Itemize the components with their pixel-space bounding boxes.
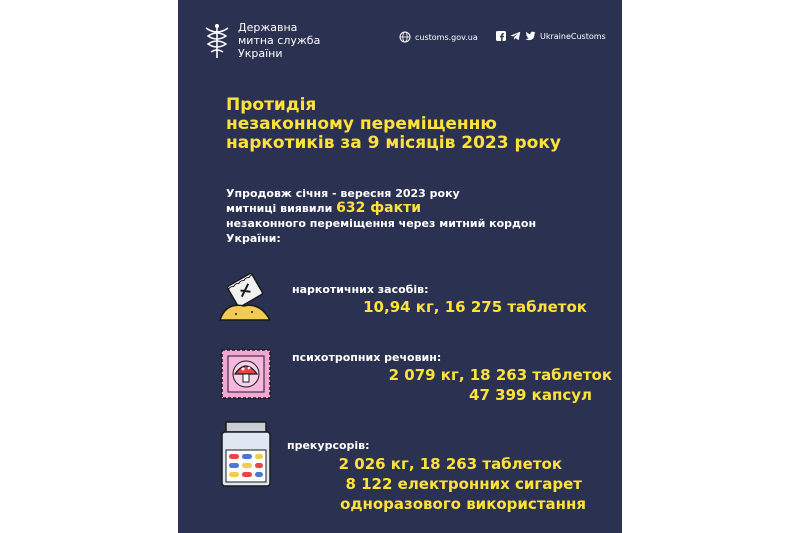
- org-name-line2: митна служба: [238, 34, 321, 47]
- telegram-icon[interactable]: [510, 31, 521, 41]
- customs-emblem-icon: [202, 22, 232, 60]
- pill-jar-icon: [216, 420, 276, 488]
- category-label-narcotics: наркотичних засобів:: [292, 283, 429, 296]
- title-line3: наркотиків за 9 місяців 2023 року: [226, 133, 561, 153]
- category-value-psychotropic-1: 2 079 кг, 18 263 таблеток: [388, 366, 612, 384]
- drug-packet-icon: [216, 272, 274, 324]
- category-value-narcotics: 10,94 кг, 16 275 таблеток: [363, 298, 587, 316]
- title-line2: незаконному переміщенню: [226, 114, 497, 134]
- facebook-icon[interactable]: [496, 31, 506, 41]
- infographic-poster: [178, 0, 622, 533]
- category-value-precursors-3: одноразового використання: [340, 495, 586, 513]
- globe-icon: [399, 31, 411, 43]
- category-value-precursors-2: 8 122 електронних сигарет: [345, 475, 582, 493]
- intro-text: [226, 186, 536, 246]
- category-label-psychotropic: психотропних речовин:: [292, 351, 442, 364]
- intro-line2-prefix: митниці виявили: [226, 202, 337, 215]
- category-value-precursors-1: 2 026 кг, 18 263 таблеток: [338, 455, 562, 473]
- page-title: [226, 96, 561, 153]
- title-line1: Протидія: [226, 95, 317, 115]
- twitter-icon[interactable]: [525, 31, 536, 41]
- org-name-line1: Державна: [238, 21, 298, 34]
- organization-name: [238, 21, 320, 60]
- intro-line2: [226, 201, 536, 216]
- intro-line4: України:: [226, 232, 281, 245]
- category-value-psychotropic-2: 47 399 капсул: [469, 386, 592, 404]
- social-links[interactable]: [496, 31, 606, 41]
- category-label-precursors: прекурсорів:: [287, 439, 370, 452]
- intro-line1: Упродовж січня - вересня 2023 року: [226, 187, 460, 200]
- website-link[interactable]: [399, 31, 478, 43]
- social-handle-text: UkraineCustoms: [540, 31, 606, 41]
- facts-count-highlight: 632 факти: [336, 200, 422, 216]
- website-text: customs.gov.ua: [415, 32, 478, 42]
- intro-line3: незаконного переміщення через митний кордон: [226, 217, 537, 230]
- org-name-line3: України: [238, 47, 283, 60]
- mushroom-stamp-icon: [218, 346, 274, 402]
